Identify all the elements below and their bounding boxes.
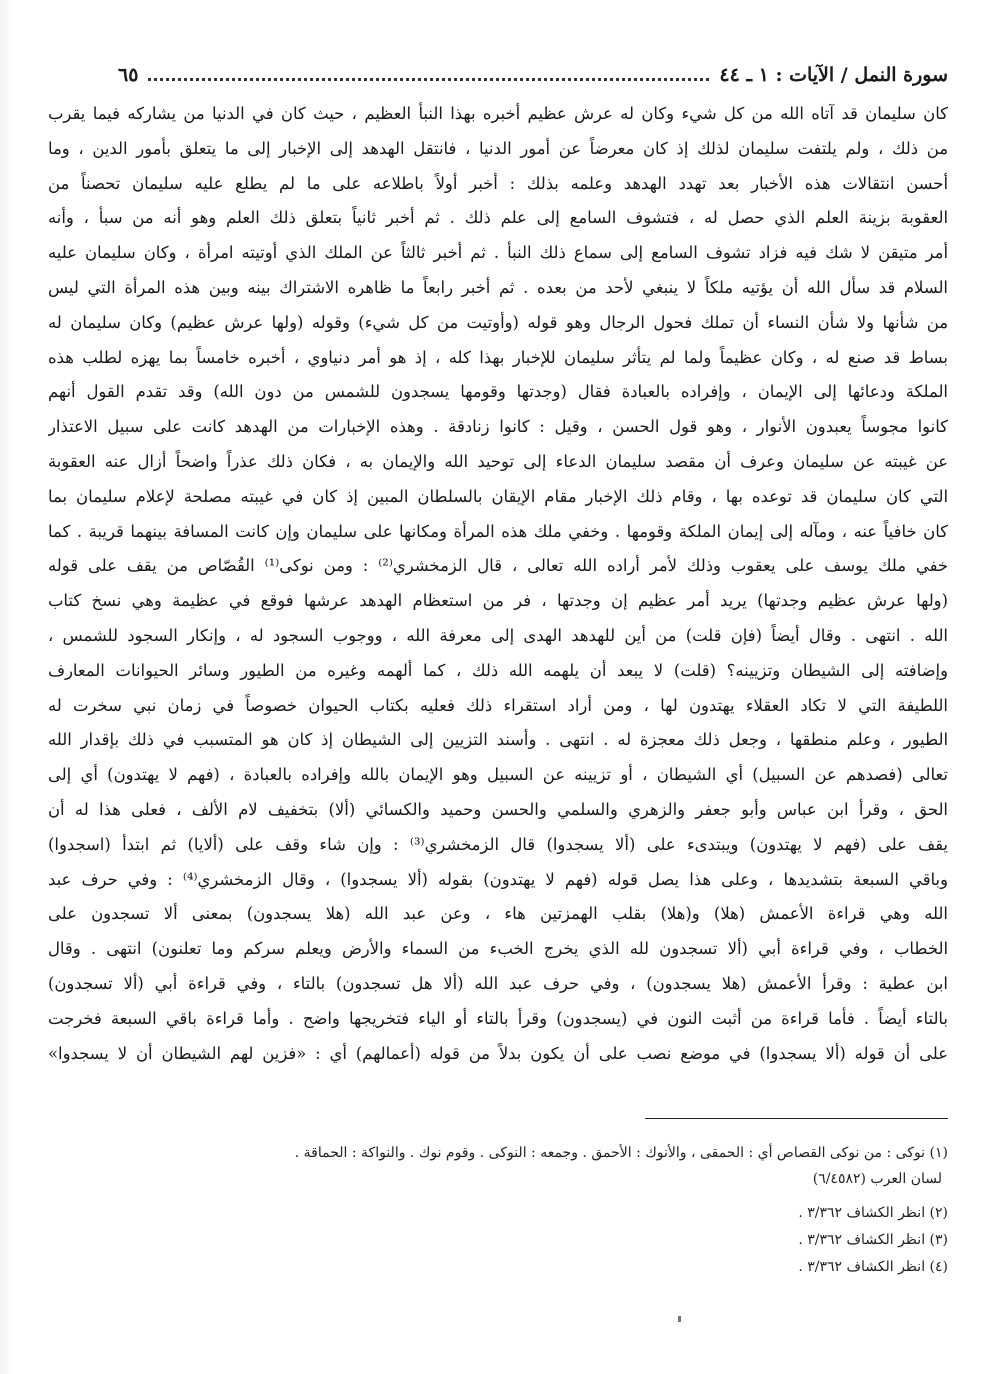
text-line: الطيور ، وعلم منطقها ، وجعل ذلك معجزة له . انتهى . وأسند التزيين إلى الشيطان إذ كان هو المتسبب في ذلك بإقدار الله [48,730,948,750]
text-line: يقف على (فهم لا يهتدون) ويبتدىء على (ألا يسجدوا) قال الزمخشري⁽³⁾ : وإن شاء وقف على (ألايا) ثم ابتدأ (اسجدوا) [48,834,948,854]
text-line: العقوبة بزينة العلم الذي حصل له ، فتشوف السامع إلى علم ذلك . ثم أخبر ثانياً بتعلق ذلك العلم وهو أنه من سبأ ، وأنه [48,208,948,228]
text-line: اللطيفة التي لا تكاد العقلاء يهتدون لها ، ومن أراد استقراء ذلك فعليه بكتاب الحيوان خصوصاً في زمان نبي سخرت له [48,695,948,715]
text-line: ابن عطية : وقرأ الأعمش (هلا يسجدون) ، وفي حرف عبد الله (ألا هل تسجدون) بالتاء ، وفي قراءة أبي (ألا تسجدون) [48,973,948,993]
footnotes [48,1140,948,1281]
text-line: وإضافته إلى الشيطان وتزيينه؟ (قلت) لا يبعد أن يلهمه الله ذلك ، كما ألهمه وغيره من الطيور وسائر الحيوانات المعارف [48,660,948,680]
text-line: خفي ملك يوسف على يعقوب وذلك لأمر أراده الله تعالى ، قال الزمخشري⁽²⁾ : ومن نوكى⁽¹⁾ القُصّاص من يقف على قوله [48,556,948,576]
page-number: ٦٥ [118,64,139,86]
footnote-2: (٢) انظر الكشاف ٣/٣٦٢ . [798,1205,948,1221]
running-title: سورة النمل / الآيات : ١ ـ ٤٤ [719,64,948,86]
text-line: الله وهي قراءة الأعمش (هلا) و(هلا) بقلب الهمزتين هاء ، وعن عبد الله (هلا يسجدون) بمعنى ألا تسجدون على [48,904,948,924]
scan-speck [678,1316,681,1322]
main-text [48,97,948,1071]
scan-edge-left [0,0,14,1374]
text-line: (ولها عرش عظيم وجدتها) يريد أمر عظيم إن وجدتها ، فر من استعظام الهدهد عرشها فوقع في عظيمة وهي نسخ كتاب [48,591,948,611]
page-header [118,58,948,92]
text-line: بساط قد صنع له ، وكان عظيماً ولما لم يتأثر سليمان للإخبار بهذا كله ، إذ هو أمر دنياوي ، أخبره خامساً بما يهزه لطلب هذه [48,347,948,367]
footnote-4: (٤) انظر الكشاف ٣/٣٦٢ . [798,1259,948,1275]
text-line: الملكة ودعائها إلى الإيمان ، وإفراده بالعبادة فقال (وجدتها وقومها يسجدون للشمس من دون الله) وقد تقدم القول أنهم [48,382,948,402]
text-line: السلام قد سأل الله أن يؤتيه ملكاً لا ينبغي لأحد من بعده . ثم أخبر رابعاً ما ظاهره الاشتراك بينه وبين هذه المرأة التي ليس [48,277,948,297]
text-line: تعالى (فصدهم عن السبيل) أي الشيطان ، أو تزيينه عن السبيل وهو الإيمان بالله وإفراده بالعبادة ، (فهم لا يهتدون) أي إلى [48,765,948,785]
header-dot-leader [148,78,709,81]
text-line: من شأنها ولا شأن النساء أن تملك فحول الرجال وهو قوله (وأوتيت من كل شيء) وقوله (ولها عرش عظيم) وكان سليمان له [48,312,948,332]
footnote-1-source: لسان العرب (٦/٤٥٨٢) [812,1171,942,1187]
text-line: كانوا مجوساً يعبدون الأنوار ، وهو قول الحسن ، وقيل : كانوا زنادقة . وهذه الإخبارات من الهدهد كانت على سبيل الاعتذار [48,417,948,437]
footnote-separator [645,1118,948,1119]
text-line: وباقي السبعة بتشديدها ، وعلى هذا يصل قوله (فهم لا يهتدون) بقوله (ألا يسجدوا) ، وقال الزمخشري⁽⁴⁾ : وفي حرف عبد [48,869,948,889]
text-line: على أن قوله (ألا يسجدوا) في موضع نصب على أن يكون بدلاً من قوله (أعمالهم) أي : «فزين لهم الشيطان أن لا يسجدوا» [48,1043,948,1063]
text-line: الحق ، وقرأ ابن عباس وأبو جعفر والزهري والسلمي والحسن وحميد والكسائي (ألا) بتخفيف لام الألف ، فعلى هذا له أن [48,799,948,819]
footnote-3: (٣) انظر الكشاف ٣/٣٦٢ . [798,1232,948,1248]
text-line: التي كان سليمان قد توعده بها ، وقام ذلك الإخبار مقام الإيقان بالسلطان المبين إذ كان في غيبته مصلحة لإعلام سليمان بما [48,486,948,506]
text-line: كان سليمان قد آتاه الله من كل شيء وكان له عرش عظيم أخبره بهذا النبأ العظيم ، حيث كان في الدنيا من يشاركه فيما يقرب [48,104,948,123]
text-line: أحسن انتقالات هذه الأخبار بعد تهدد الهدهد وعلمه بذلك : أخبر أولاً باطلاعه على ما لم يطلع عليه سليمان تحصناً من [48,173,948,193]
text-line: أمر متيقن لا شك فيه فزاد تشوف السامع إلى سماع ذلك النبأ . ثم أخبر ثالثاً عن الملك الذي أوتيته امرأة ، وكان سليمان عليه [48,243,948,263]
text-line: من ذلك ، ولم يلتفت سليمان لذلك إذ كان معرضاً عن أمور الدنيا ، فانتقل الهدهد إلى الإخبار إلى ما يتعلق بأمور الدين ، وما [48,138,948,158]
text-line: كان خافياً عنه ، ومآله إلى إيمان الملكة وقومها . وخفي ملك هذه المرأة ومكانها على سليمان وإن كانت المسافة بينهما قريبة . كما [48,521,948,541]
text-line: بالتاء أيضاً . فأما قراءة من أثبت النون في (يسجدون) وقرأ بالتاء أو الياء فتخريجها واضح . وأما قراءة باقي السبعة فخرجت [48,1008,948,1028]
text-line: عن غيبته عن سليمان وعرف أن مقصد سليمان الدعاء إلى توحيد الله والإيمان به ، فكان ذلك عذراً واضحاً أزال عنه العقوبة [48,451,948,471]
footnote-1: (١) نوكى : من نوكى القصاص أي : الحمقى ، والأنوك : الأحمق . وجمعه : النوكى . وقوم نوك . والنواكة : الحماقة . [294,1145,948,1161]
text-line: الخطاب ، وفي قراءة أبي (ألا تسجدون لله الذي يخرج الخبء من السماء والأرض ويعلم سركم وما تعلنون) انتهى . وقال [48,939,948,959]
text-line: الله . انتهى . وقال أيضاً (فإن قلت) من أين للهدهد الهدى إلى معرفة الله ، ووجوب السجود له ، وإنكار السجود للشمس ، [48,625,948,645]
